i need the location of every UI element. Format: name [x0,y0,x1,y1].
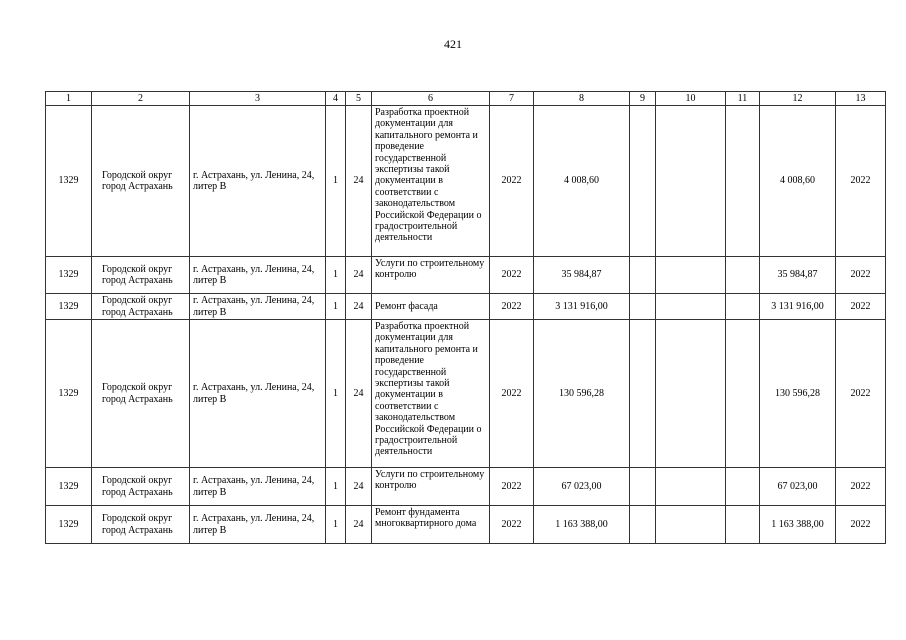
cell-total: 1 163 388,00 [760,506,836,544]
cell-address: г. Астрахань, ул. Ленина, 24, литер В [190,468,326,506]
cell-col4: 1 [326,506,346,544]
column-header: 2 [92,92,190,106]
cell-col4: 1 [326,320,346,468]
cell-municipality: Городской округ город Астрахань [92,106,190,257]
cell-year: 2022 [490,294,534,320]
cell-address: г. Астрахань, ул. Ленина, 24, литер В [190,106,326,257]
cell-col10 [656,468,726,506]
cell-end-year: 2022 [836,468,886,506]
cell-col10 [656,506,726,544]
column-header: 1 [46,92,92,106]
cell-col10 [656,294,726,320]
cell-number: 1329 [46,468,92,506]
cell-col10 [656,320,726,468]
cell-col4: 1 [326,468,346,506]
cell-total: 35 984,87 [760,257,836,294]
cell-year: 2022 [490,506,534,544]
cell-col5: 24 [346,506,372,544]
column-header: 11 [726,92,760,106]
registry-table [45,91,886,544]
cell-municipality: Городской округ город Астрахань [92,468,190,506]
cell-municipality: Городской округ город Астрахань [92,506,190,544]
cell-col10 [656,106,726,257]
cell-number: 1329 [46,106,92,257]
cell-work-type: Услуги по строительному контролю [372,468,490,506]
column-header: 5 [346,92,372,106]
header-row [46,92,886,106]
table-row [46,294,886,320]
cell-address: г. Астрахань, ул. Ленина, 24, литер В [190,294,326,320]
cell-municipality: Городской округ город Астрахань [92,294,190,320]
cell-col11 [726,506,760,544]
cell-end-year: 2022 [836,106,886,257]
cell-year: 2022 [490,468,534,506]
cell-end-year: 2022 [836,257,886,294]
cell-year: 2022 [490,320,534,468]
cell-col9 [630,320,656,468]
cell-col5: 24 [346,106,372,257]
cell-col11 [726,106,760,257]
cell-col9 [630,106,656,257]
cell-number: 1329 [46,294,92,320]
cell-col4: 1 [326,294,346,320]
cell-end-year: 2022 [836,294,886,320]
cell-work-type: Услуги по строительному контролю [372,257,490,294]
table-row [46,506,886,544]
table-row [46,257,886,294]
column-header: 12 [760,92,836,106]
cell-total: 3 131 916,00 [760,294,836,320]
column-header: 6 [372,92,490,106]
cell-cost: 3 131 916,00 [534,294,630,320]
cell-address: г. Астрахань, ул. Ленина, 24, литер В [190,506,326,544]
cell-end-year: 2022 [836,506,886,544]
cell-cost: 4 008,60 [534,106,630,257]
cell-col9 [630,506,656,544]
cell-number: 1329 [46,257,92,294]
cell-col5: 24 [346,468,372,506]
column-header: 4 [326,92,346,106]
cell-year: 2022 [490,257,534,294]
cell-cost: 1 163 388,00 [534,506,630,544]
cell-col11 [726,257,760,294]
cell-total: 130 596,28 [760,320,836,468]
table-row [46,320,886,468]
cell-col5: 24 [346,320,372,468]
cell-end-year: 2022 [836,320,886,468]
cell-col11 [726,320,760,468]
cell-col10 [656,257,726,294]
column-header: 10 [656,92,726,106]
column-header: 9 [630,92,656,106]
cell-col11 [726,294,760,320]
cell-col9 [630,257,656,294]
cell-cost: 35 984,87 [534,257,630,294]
cell-col5: 24 [346,294,372,320]
cell-address: г. Астрахань, ул. Ленина, 24, литер В [190,320,326,468]
cell-col4: 1 [326,257,346,294]
cell-total: 4 008,60 [760,106,836,257]
cell-work-type: Разработка проектной документации для капитального ремонта и проведение государственной экспертизы такой документации в соответствии с законодательством Российской Федерации о градостроительной деятельности [372,320,490,468]
cell-col4: 1 [326,106,346,257]
cell-work-type: Ремонт фасада [372,294,490,320]
cell-number: 1329 [46,320,92,468]
cell-work-type: Ремонт фундамента многоквартирного дома [372,506,490,544]
cell-col9 [630,468,656,506]
cell-total: 67 023,00 [760,468,836,506]
cell-number: 1329 [46,506,92,544]
column-header: 7 [490,92,534,106]
cell-address: г. Астрахань, ул. Ленина, 24, литер В [190,257,326,294]
table-row [46,106,886,257]
cell-work-type: Разработка проектной документации для капитального ремонта и проведение государственной экспертизы такой документации в соответствии с законодательством Российской Федерации о градостроительной деятельности [372,106,490,257]
cell-year: 2022 [490,106,534,257]
cell-col9 [630,294,656,320]
column-header: 8 [534,92,630,106]
cell-col5: 24 [346,257,372,294]
cell-col11 [726,468,760,506]
page-number: 421 [444,37,462,51]
cell-cost: 130 596,28 [534,320,630,468]
column-header: 13 [836,92,886,106]
cell-cost: 67 023,00 [534,468,630,506]
cell-municipality: Городской округ город Астрахань [92,257,190,294]
table-row [46,468,886,506]
column-header: 3 [190,92,326,106]
cell-municipality: Городской округ город Астрахань [92,320,190,468]
